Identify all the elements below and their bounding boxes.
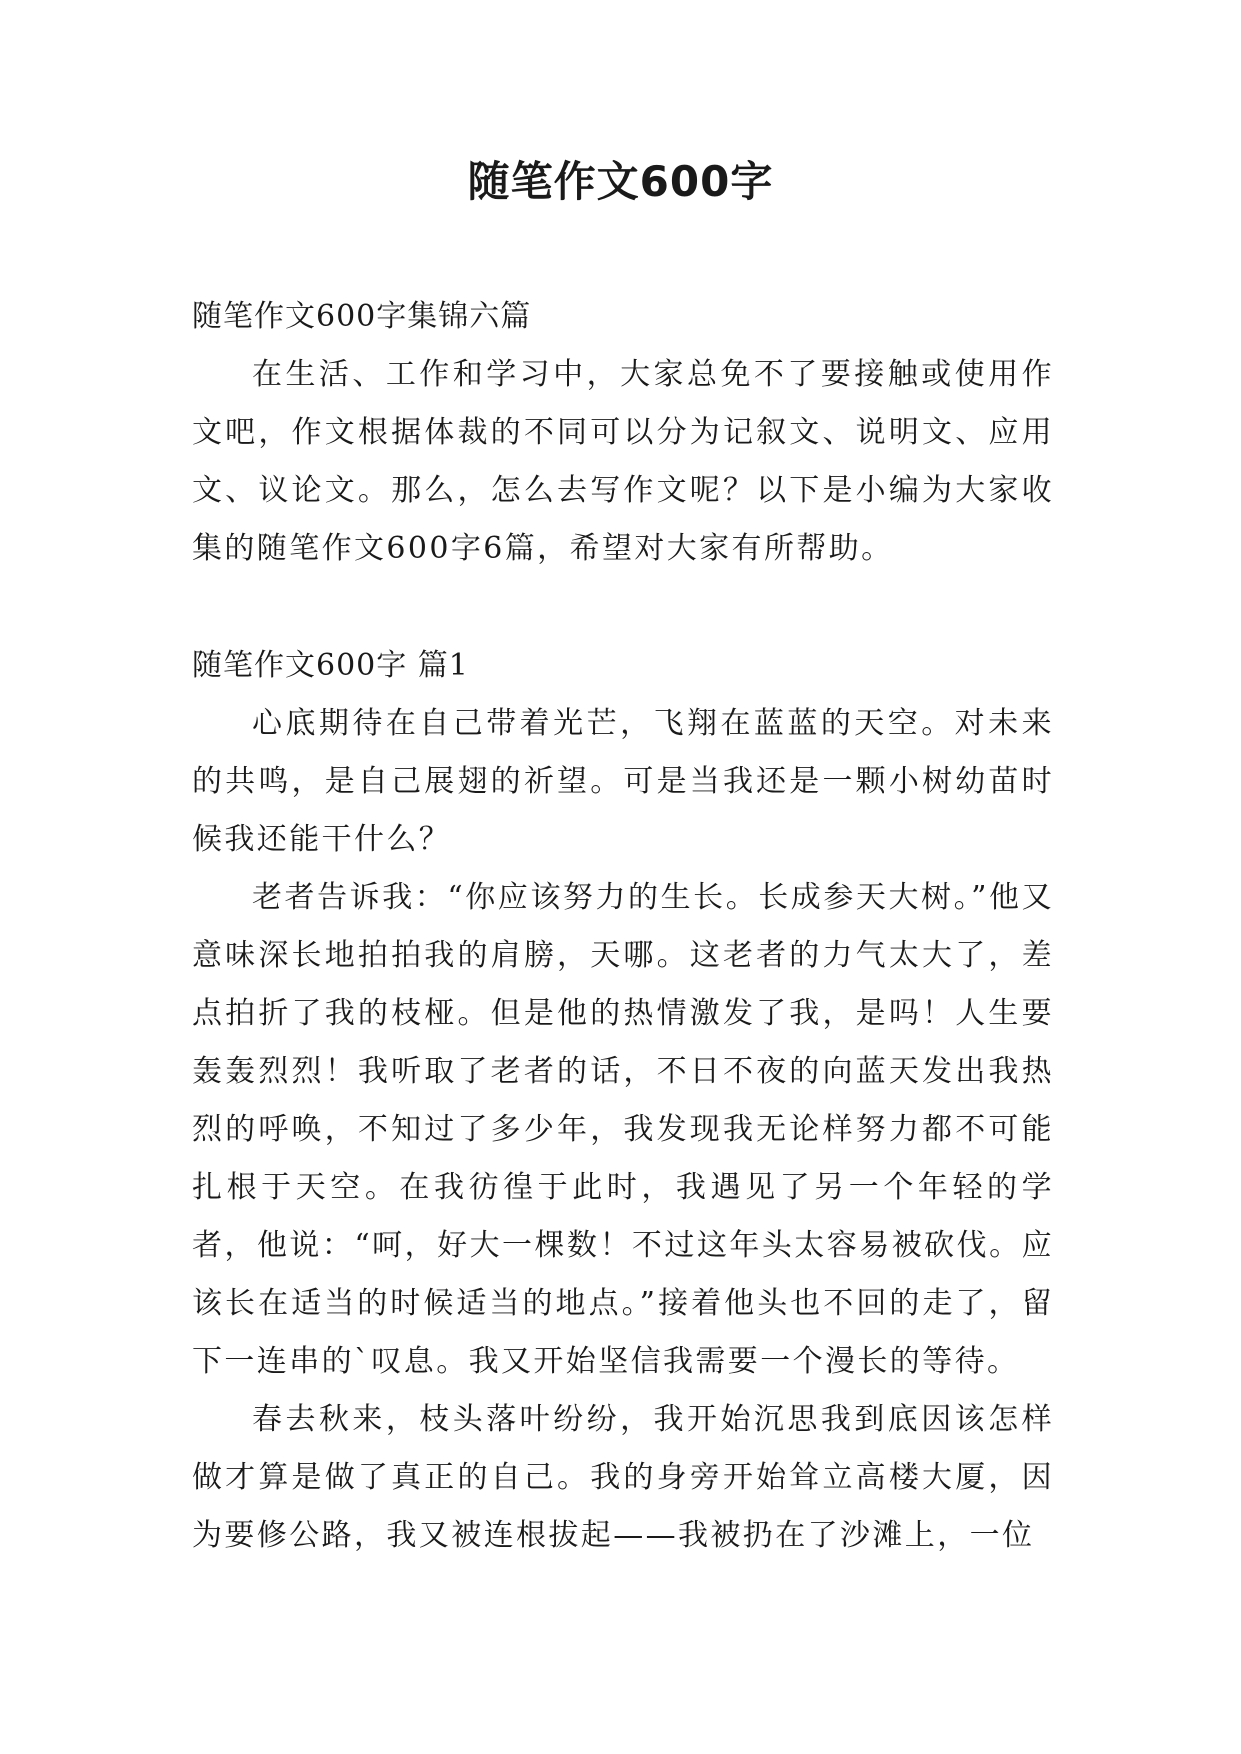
intro-paragraph: 在生活、工作和学习中，大家总免不了要接触或使用作文吧，作文根据体裁的不同可以分为记叙文、说明文、应用文、议论文。那么，怎么去写作文呢？以下是小编为大家收集的随笔作文600字6篇，希望对大家有所帮助。 <box>192 357 1054 566</box>
section-spacer <box>192 578 1054 637</box>
section-heading: 随笔作文600字 篇1 <box>192 648 469 683</box>
body-paragraph: 春去秋来，枝头落叶纷纷，我开始沉思我到底因该怎样做才算是做了真正的自己。我的身旁开始耸立高楼大厦，因为要修公路，我又被连根拔起——我被扔在了沙滩上，一位 <box>192 1402 1054 1553</box>
document-body <box>192 288 1054 1565</box>
collection-heading: 随笔作文600字集锦六篇 <box>192 299 532 334</box>
document-title: 随笔作文600字 <box>467 157 774 206</box>
body-paragraph: 老者告诉我：“你应该努力的生长。长成参天大树。”他又意味深长地拍拍我的肩膀，天哪。这老者的力气太大了，差点拍折了我的枝桠。但是他的热情激发了我，是吗！人生要轰轰烈烈！我听取了老者的话，不日不夜的向蓝天发出我热烈的呼唤，不知过了多少年，我发现我无论样努力都不可能扎根于天空。在我彷徨于此时，我遇见了另一个年轻的学者，他说：“呵，好大一棵数！不过这年头太容易被砍伐。应该长在适当的时候适当的地点。”接着他头也不回的走了，留下一连串的`叹息。我又开始坚信我需要一个漫长的等待。 <box>192 880 1054 1379</box>
body-paragraph: 心底期待在自己带着光芒，飞翔在蓝蓝的天空。对未来的共鸣，是自己展翅的祈望。可是当我还是一颗小树幼苗时候我还能干什么？ <box>192 706 1054 857</box>
